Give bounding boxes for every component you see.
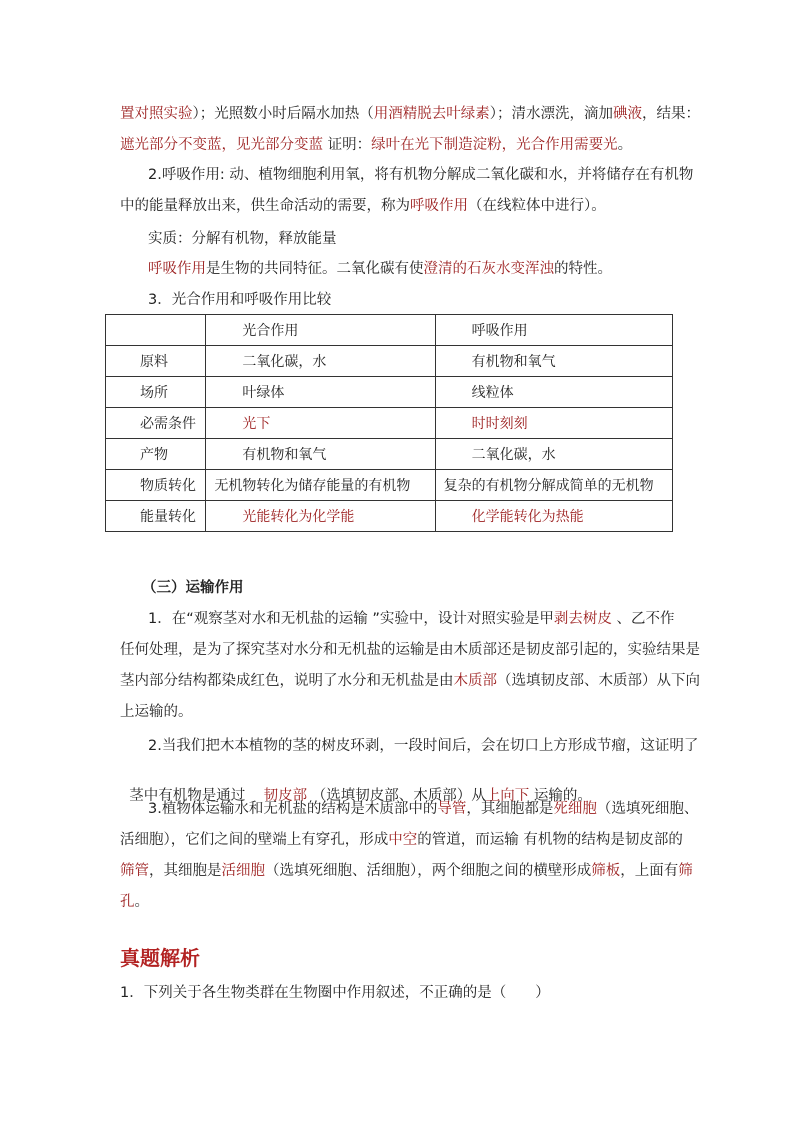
table-row: 能量转化 光能转化为化学能 化学能转化为热能 xyxy=(106,501,673,532)
row-label: 产物 xyxy=(106,439,206,470)
table-row: 产物 有机物和氧气 二氧化碳，水 xyxy=(106,439,673,470)
row-label: 物质转化 xyxy=(106,470,206,501)
text-line: 2.当我们把木本植物的茎的树皮环剥，一段时间后，会在切口上方形成节瘤，这证明了 xyxy=(148,738,699,754)
text-line: 活细胞），它们之间的壁端上有穿孔，形成中空的管道，而运输 有机物的结构是韧皮部的 xyxy=(120,832,683,848)
text-line: 孔。 xyxy=(120,894,149,910)
text-line: 任何处理，是为了探究茎对水分和无机盐的运输是由木质部还是韧皮部引起的，实验结果是 xyxy=(120,642,700,658)
table-row: 物质转化 无机物转化为储存能量的有机物 复杂的有机物分解成简单的无机物 xyxy=(106,470,673,501)
row-label: 原料 xyxy=(106,346,206,377)
text-line: 筛管，其细胞是活细胞（选填死细胞、活细胞），两个细胞之间的横壁形成筛板，上面有筛 xyxy=(120,863,693,879)
comparison-table xyxy=(105,314,673,532)
text-line: 2.呼吸作用: 动、植物细胞利用氧，将有机物分解成二氧化碳和水，并将储存在有机物 xyxy=(148,167,694,183)
text-line: 茎中有机物是通过 韧皮部 （选填韧皮部、木质部）从上向下 运输的。 xyxy=(129,788,592,804)
table-cell xyxy=(106,315,206,346)
table-row: 原料 二氧化碳，水 有机物和氧气 xyxy=(106,346,673,377)
text-line: 茎内部分结构都染成红色，说明了水分和无机盐是由木质部（选填韧皮部、木质部）从下向 xyxy=(120,673,700,689)
text-line: 3．光合作用和呼吸作用比较 xyxy=(148,292,332,308)
text-line: 呼吸作用是生物的共同特征。二氧化碳有使澄清的石灰水变浑浊的特性。 xyxy=(148,261,612,277)
text-line: 遮光部分不变蓝，见光部分变蓝 证明：绿叶在光下制造淀粉，光合作用需要光。 xyxy=(120,137,633,153)
row-label: 能量转化 xyxy=(106,501,206,532)
text-line: 3.植物体运输水和无机盐的结构是木质部中的导管，其细胞都是死细胞（选填死细胞、 xyxy=(148,801,699,817)
table-cell: 呼吸作用 xyxy=(435,315,672,346)
table-header-row xyxy=(106,315,673,346)
question-text: 1．下列关于各生物类群在生物圈中作用叙述，不正确的是（ ） xyxy=(120,985,550,1001)
table-cell: 光合作用 xyxy=(206,315,435,346)
text-line: 1．在“观察茎对水和无机盐的运输 ”实验中，设计对照实验是甲剥去树皮 、乙不作 xyxy=(148,611,675,627)
text-line: 中的能量释放出来，供生命活动的需要，称为呼吸作用（在线粒体中进行）。 xyxy=(120,198,606,214)
section-title: （三）运输作用 xyxy=(142,580,244,596)
exam-section-title: 真题解析 xyxy=(120,946,200,970)
table-row: 场所 叶绿体 线粒体 xyxy=(106,377,673,408)
text-line: 置对照实验）；光照数小时后隔水加热（用酒精脱去叶绿素）；清水漂洗，滴加碘液，结果： xyxy=(120,106,700,122)
row-label: 场所 xyxy=(106,377,206,408)
text-line: 实质：分解有机物，释放能量 xyxy=(148,231,337,247)
table-row: 必需条件 光下 时时刻刻 xyxy=(106,408,673,439)
text-highlight: 置对照实验 xyxy=(120,106,193,122)
row-label: 必需条件 xyxy=(106,408,206,439)
text-line: 上运输的。 xyxy=(120,704,193,720)
